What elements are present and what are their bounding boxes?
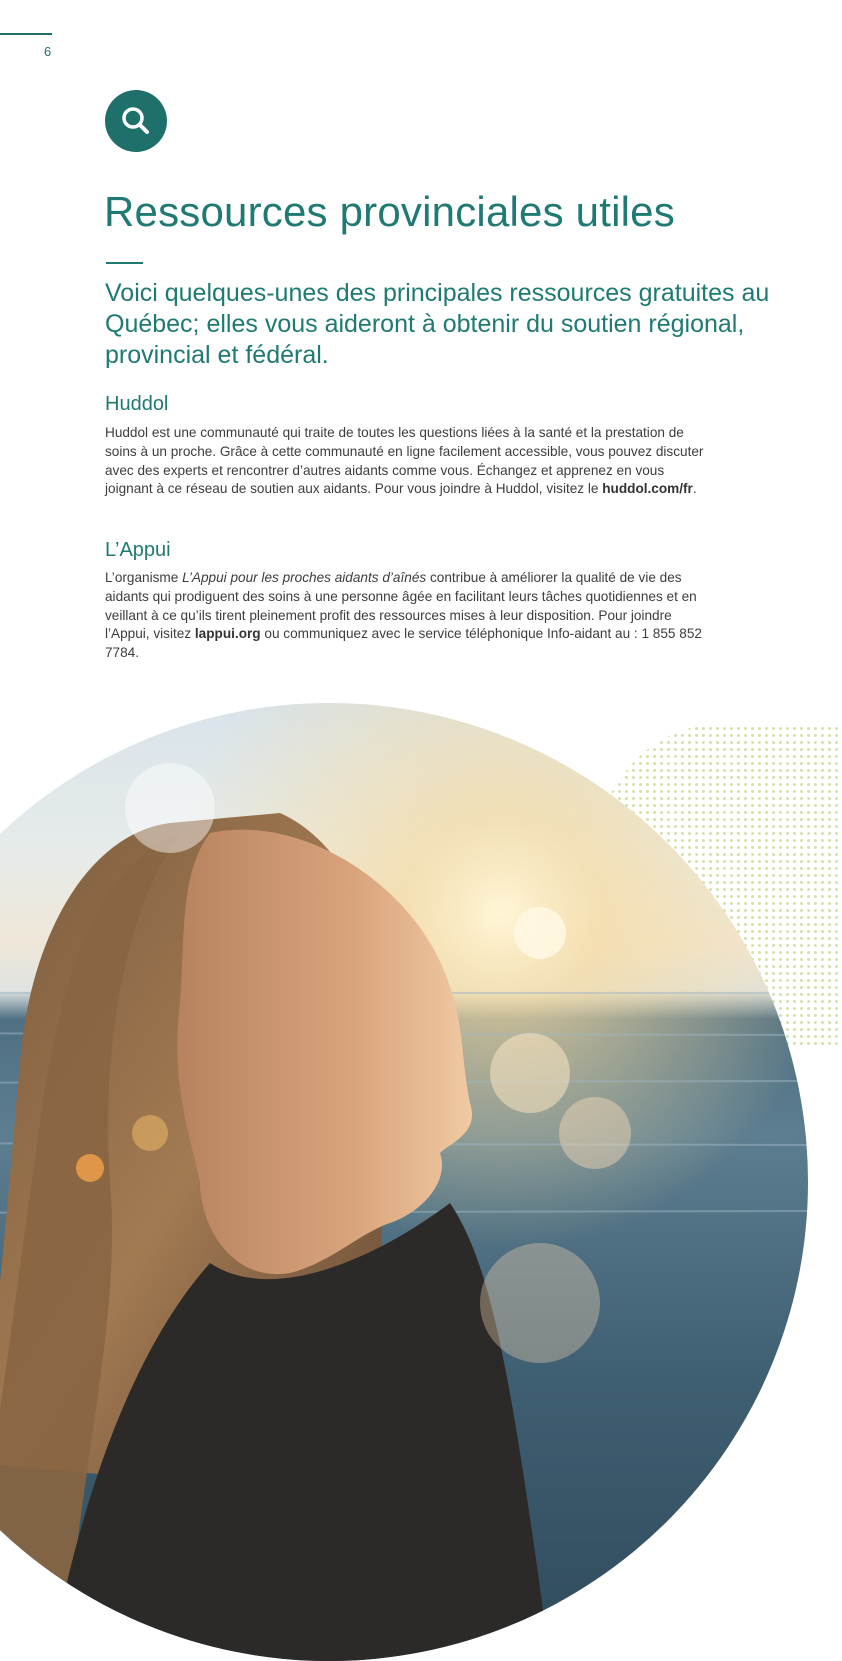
top-rule bbox=[0, 33, 52, 35]
section-heading-huddol: Huddol bbox=[105, 393, 169, 415]
lappui-link[interactable]: lappui.org bbox=[194, 626, 261, 642]
intro-text: Voici quelques-unes des principales ressources gratuites au Québec; elles vous aideront à obtenir du soutien régional, provincial et fédéral. bbox=[105, 279, 770, 369]
page-title: Ressources provinciales utiles bbox=[104, 188, 675, 235]
section-heading-lappui: L’Appui bbox=[105, 539, 171, 561]
huddol-link[interactable]: huddol.com/fr bbox=[602, 481, 693, 497]
section-body-lappui: L’organisme L’Appui pour les proches aidants d’aînés contribue à améliorer la qualité de vie des aidants qui prodiguent des soins à une personne âgée en facilitant leurs tâches quotidiennes et en veillant à ce qu’ils tirent pleinement profit des ressources mises à leur disposition. Pour joindre l’Appui, visitez lappui.org ou communiquez avec le service téléphonique Info-aidant au : 1 855 852 7784. bbox=[105, 570, 702, 661]
title-rule bbox=[106, 262, 143, 264]
page-number: 6 bbox=[44, 44, 52, 59]
org-name: L’Appui pour les proches aidants d’aînés bbox=[182, 570, 427, 585]
search-badge bbox=[105, 90, 167, 152]
photo-woman-by-sea bbox=[0, 703, 808, 1661]
search-icon bbox=[118, 103, 154, 139]
section-body-huddol: Huddol est une communauté qui traite de toutes les questions liées à la santé et la prestation de soins à un proche. Grâce à cette communauté en ligne facilement accessible, vous pouvez discuter avec des experts et rencontrer d’autres aidants comme vous. Échangez et apprenez en vous joignant à ce réseau de soutien aux aidants. Pour vous joindre à Huddol, visitez le huddol.com/fr. bbox=[105, 425, 704, 497]
